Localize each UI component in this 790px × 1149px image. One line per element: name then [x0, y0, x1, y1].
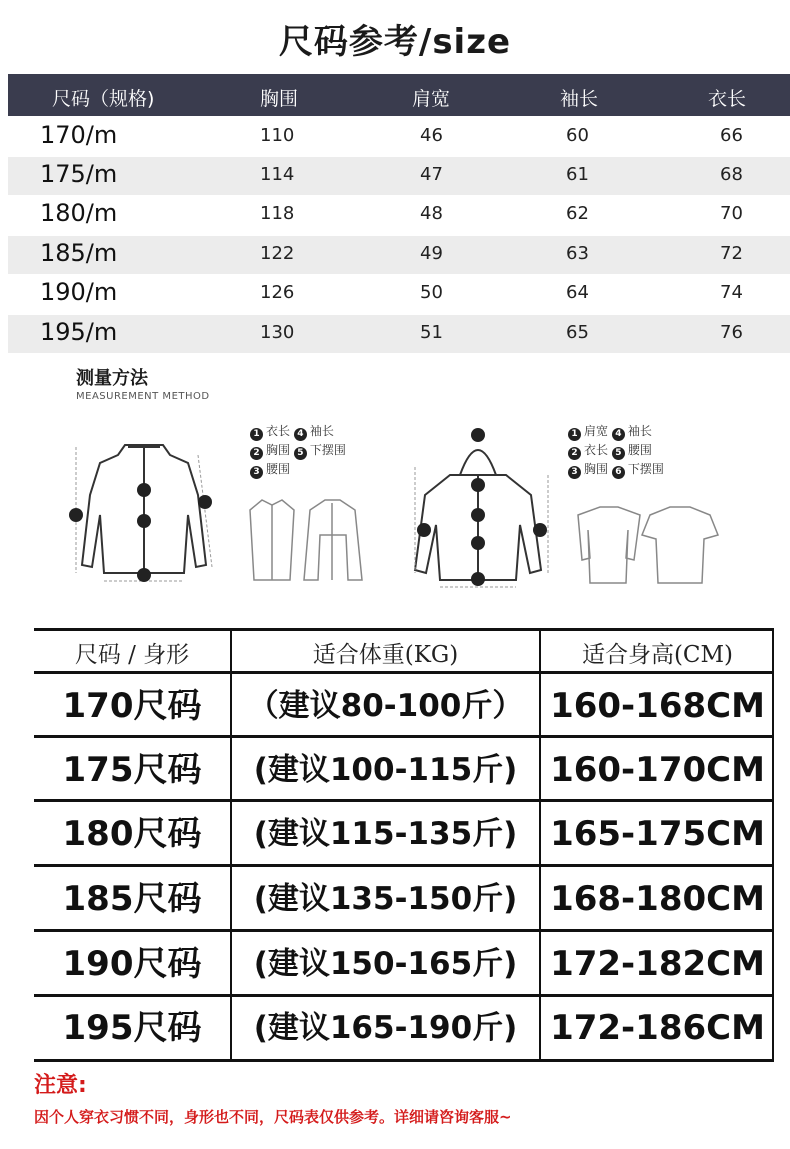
- fit-cell-size: 180尺码: [62, 814, 202, 854]
- cell-size: 185/m: [40, 239, 118, 267]
- note-text: 因个人穿衣习惯不同，身形也不同，尺码表仅供参考。详细请咨询客服~: [34, 1108, 512, 1126]
- cell-shoulder: 49: [420, 243, 443, 264]
- fit-cell-height: 160-168CM: [550, 686, 765, 726]
- legend-jacket: 1 衣长 4 袖长 2 胸围 5 下摆围 3 腰围: [250, 422, 346, 479]
- cell-size: 195/m: [40, 318, 118, 346]
- cell-chest: 114: [260, 164, 295, 185]
- cell-shoulder: 50: [420, 282, 443, 303]
- cell-size: 170/m: [40, 121, 118, 149]
- fit-cell-size: 170尺码: [62, 686, 202, 726]
- tshirt-icon: [642, 507, 718, 583]
- cell-length: 74: [720, 282, 743, 303]
- cell-sleeve: 63: [566, 243, 589, 264]
- fit-cell-height: 165-175CM: [550, 814, 765, 854]
- cell-sleeve: 61: [566, 164, 589, 185]
- measurement-title: 测量方法: [76, 368, 148, 389]
- fit-cell-weight: （建议80-100斤）: [247, 688, 524, 724]
- cell-length: 70: [720, 203, 743, 224]
- cell-sleeve: 64: [566, 282, 589, 303]
- note-title: 注意:: [34, 1073, 87, 1098]
- fit-cell-weight: (建议150-165斤): [253, 946, 518, 982]
- fit-cell-size: 195尺码: [62, 1008, 202, 1048]
- fit-cell-height: 172-182CM: [550, 944, 765, 984]
- fit-header-size: 尺码 / 身形: [74, 642, 190, 668]
- cell-sleeve: 60: [566, 125, 589, 146]
- cell-length: 72: [720, 243, 743, 264]
- fit-cell-weight: (建议115-135斤): [253, 816, 518, 852]
- size-table-row: [8, 275, 790, 313]
- size-table-row: [8, 157, 790, 195]
- cell-sleeve: 65: [566, 322, 589, 343]
- size-table-row: [8, 236, 790, 274]
- cell-shoulder: 48: [420, 203, 443, 224]
- fit-header-height: 适合身高(CM): [581, 642, 734, 668]
- fit-cell-weight: (建议135-150斤): [253, 881, 518, 917]
- cell-length: 66: [720, 125, 743, 146]
- fit-cell-weight: (建议165-190斤): [253, 1010, 518, 1046]
- header-size: 尺码（规格): [52, 88, 155, 110]
- cell-length: 68: [720, 164, 743, 185]
- jacket-diagram: [76, 445, 212, 581]
- measurement-subtitle: MEASUREMENT METHOD: [76, 391, 210, 402]
- size-table-row: [8, 196, 790, 234]
- fit-header-weight: 适合体重(KG): [312, 642, 459, 668]
- cell-chest: 122: [260, 243, 295, 264]
- fit-cell-weight: (建议100-115斤): [253, 752, 518, 788]
- fit-cell-height: 172-186CM: [550, 1008, 765, 1048]
- cell-shoulder: 46: [420, 125, 443, 146]
- cell-chest: 126: [260, 282, 295, 303]
- legend-hoodie: 1 肩宽 4 袖长 2 衣长 5 腰围 3 胸围 6 下摆围: [568, 422, 664, 479]
- page-title: 尺码参考/size: [278, 22, 512, 62]
- cell-size: 180/m: [40, 199, 118, 227]
- measurement-illustration: [0, 355, 790, 605]
- fit-cell-height: 160-170CM: [550, 750, 765, 790]
- fit-cell-height: 168-180CM: [550, 879, 765, 919]
- cell-chest: 110: [260, 125, 295, 146]
- fit-table: [34, 628, 774, 1062]
- cell-shoulder: 51: [420, 322, 443, 343]
- header-chest: 胸围: [260, 88, 299, 110]
- shirt-icon: [304, 500, 362, 580]
- cell-size: 190/m: [40, 278, 118, 306]
- fit-cell-size: 185尺码: [62, 879, 202, 919]
- cell-sleeve: 62: [566, 203, 589, 224]
- header-length: 衣长: [708, 88, 747, 110]
- size-table-row: [8, 315, 790, 353]
- header-shoulder: 肩宽: [412, 88, 451, 110]
- cell-size: 175/m: [40, 160, 118, 188]
- cell-chest: 130: [260, 322, 295, 343]
- size-table-row: [8, 118, 790, 156]
- size-table-header: [8, 74, 790, 116]
- cell-chest: 118: [260, 203, 295, 224]
- header-sleeve: 袖长: [560, 88, 599, 110]
- cell-shoulder: 47: [420, 164, 443, 185]
- cell-length: 76: [720, 322, 743, 343]
- fit-cell-size: 190尺码: [62, 944, 202, 984]
- fit-cell-size: 175尺码: [62, 750, 202, 790]
- blazer-icon: [250, 500, 294, 580]
- long-sleeve-icon: [578, 507, 640, 583]
